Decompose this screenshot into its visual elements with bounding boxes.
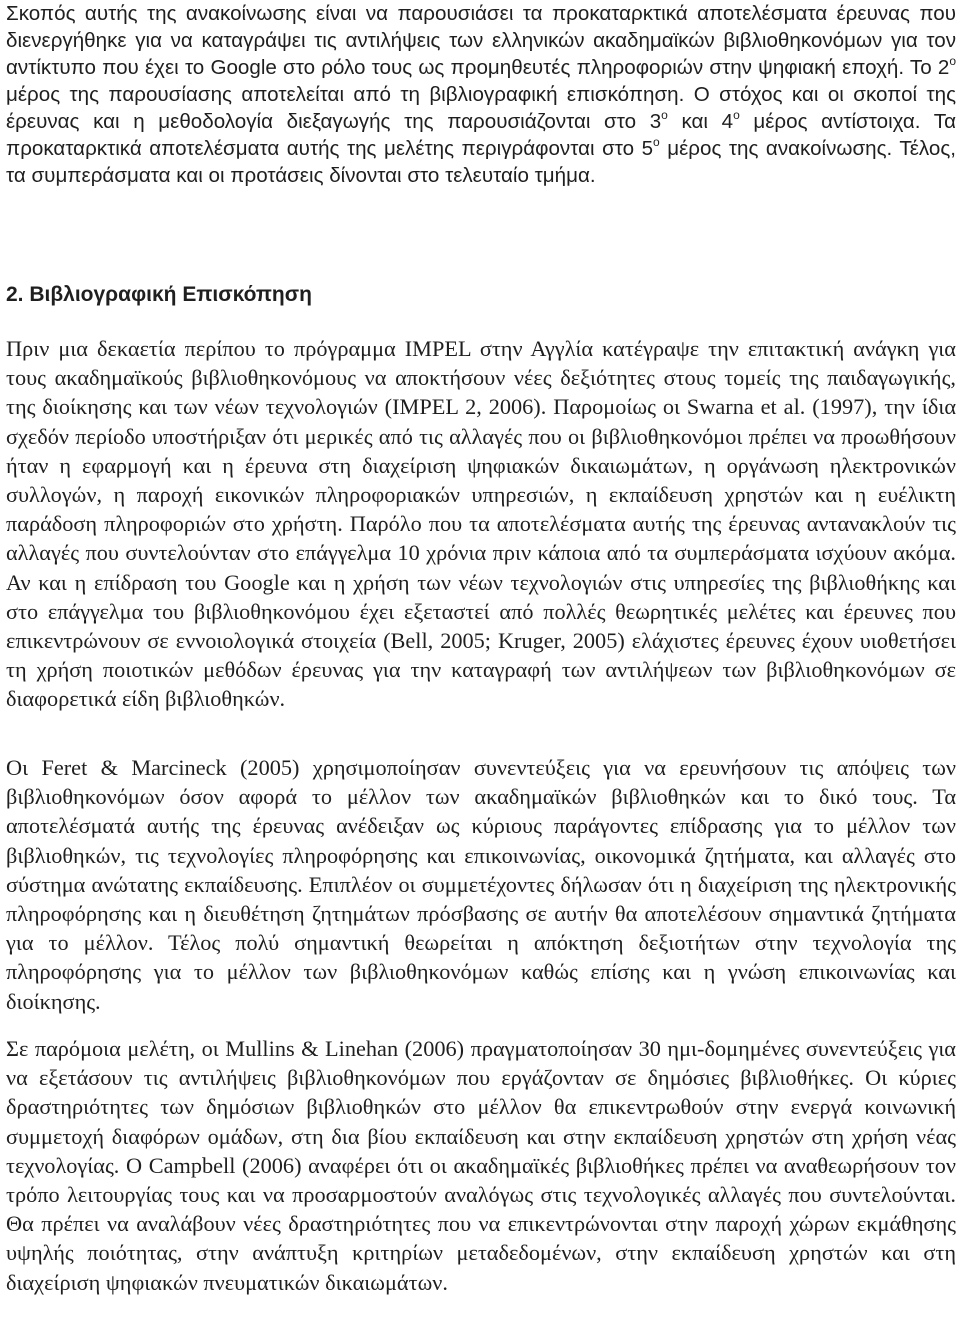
body-paragraph-1: Πριν μια δεκαετία περίπου το πρόγραμμα IMPEL στην Αγγλία κατέγραψε την επιτακτική ανάγκη για τους ακαδημαϊκούς βιβλιοθηκονόμους να αποκτήσουν νέες δεξιότητες στους τομείς της παιδαγωγικής, της διοίκησης και των νέων τεχνολογιών (IMPEL 2, 2006). Παρομοίως οι Swarna et al. (1997), την ίδια σχεδόν περίοδο υποστήριξαν ότι μερικές από τις αλλαγές που οι βιβλιοθηκονόμοι πρέπει να προωθήσουν ήταν η εφαρμογή και η έρευνα στη διαχείριση ψηφιακών δικαιωμάτων, η οργάνωση ηλεκτρονικών συλλογών, η παροχή εικονικών πληροφοριακών υπηρεσιών, η εκπαίδευση χρηστών και η ευέλικτη παράδοση πληροφοριών στο χρήστη. Παρόλο που τα αποτελέσματα αυτής της έρευνας αντανακλούν τις αλλαγές που συντελούνταν στο επάγγελμα 10 χρόνια πριν κάποια από τα συμπεράσματα ισχύουν ακόμα. Αν και η επίδραση του Google και η χρήση των νέων τεχνολογιών στις υπηρεσίες της βιβλιοθήκης και στο επάγγελμα του βιβλιοθηκονόμου έχει εξεταστεί από πολλές θεωρητικές μελέτες και έρευνες που επικεντρώνουν σε εννοιολογικά στοιχεία (Bell, 2005; Kruger, 2005) ελάχιστες έρευνες έχουν υιοθετήσει τη χρήση ποιοτικών μεθόδων έρευνας για την καταγραφή των αντιλήψεων των βιβλιοθηκονόμων σε διαφορετικά είδη βιβλιοθηκών. [6, 336, 956, 712]
intro-text-5: μέρος της ανακοίνωσης. Τέλος, τα συμπεράσματα και οι προτάσεις δίνονται στο τελευταίο τμήμα. [6, 137, 956, 187]
intro-text-3: και 4 [667, 110, 734, 133]
ordinal-superscript: ο [949, 54, 956, 68]
intro-text-1: Σκοπός αυτής της ανακοίνωσης είναι να παρουσιάσει τα προκαταρκτικά αποτελέσματα έρευνας που διενεργήθηκε για να καταγράψει τις αντιλήψεις των ελληνικών ακαδημαϊκών βιβλιοθηκονόμων για τον αντίκτυπο που έχει το Google στο ρόλο τους ως προμηθευτές πληροφοριών στην ψηφιακή εποχή. Το 2 [6, 2, 956, 79]
ordinal-superscript: ο [653, 135, 660, 149]
intro-text-2: μέρος της παρουσίασης αποτελείται από τη βιβλιογραφική επισκόπηση. Ο στόχος και οι σκοποί της έρευνας και η μεθοδολογία διεξαγωγής της παρουσιάζονται στο 3 [6, 83, 956, 133]
ordinal-superscript: ο [661, 108, 668, 122]
body-paragraph-3: Σε παρόμοια μελέτη, οι Mullins & Linehan (2006) πραγματοποίησαν 30 ημι-δομημένες συνεντεύξεις για να εξετάσουν τις αντιλήψεις βιβλιοθηκονόμων που εργάζονταν σε δημόσιες βιβλιοθήκες. Οι κύριες δραστηριότητες των δημόσιων βιβλιοθηκών στο μέλλον θα επικεντρωθούν στην ενεργά κοινωνική συμμετοχή διαφόρων ομάδων, στη δια βίου εκπαίδευση και στην εκπαίδευση χρηστών στη χρήση νέας τεχνολογίας. Ο Campbell (2006) αναφέρει ότι οι ακαδημαϊκές βιβλιοθήκες πρέπει να αναθεωρήσουν τον τρόπο λειτουργίας τους και να προσαρμοστούν αναλόγως στις τεχνολογικές αλλαγές που συντελούνται. Θα πρέπει να αναλάβουν νέες δραστηριότητες που να επικεντρώνονται στην παροχή χώρων εκμάθησης υψηλής ποιότητας, στην ανάπτυξη κριτηρίων μεταδεδομένων, στην εκπαίδευση χρηστών και στη διαχείριση ψηφιακών πνευματικών δικαιωμάτων. [6, 1036, 956, 1295]
intro-text-4: μέρος αντίστοιχα. Τα προκαταρκτικά αποτελέσματα αυτής της μελέτης περιγράφονται στο 5 [6, 110, 956, 160]
section-heading: 2. Βιβλιογραφική Επισκόπηση [6, 283, 312, 306]
ordinal-superscript: ο [733, 108, 740, 122]
intro-paragraph [6, 0, 956, 189]
body-paragraph-2: Οι Feret & Marcineck (2005) χρησιμοποίησαν συνεντεύξεις για να ερευνήσουν τις απόψεις των βιβλιοθηκονόμων όσον αφορά το μέλλον των ακαδημαϊκών βιβλιοθηκών και το δικό τους. Τα αποτελέσματά αυτής της έρευνας ανέδειξαν ως κύριους παράγοντες επίδρασης για το μέλλον των βιβλιοθηκών, τις τεχνολογίες πληροφόρησης και επικοινωνίας, οικονομικά ζητήματα, και αλλαγές στο σύστημα ανώτατης εκπαίδευσης. Επιπλέον οι συμμετέχοντες δήλωσαν ότι η διαχείριση της ηλεκτρονικής πληροφόρησης και η διευθέτηση ζητημάτων πρόσβασης σε αυτήν θα αποτελέσουν σημαντικά ζητήματα για το μέλλον. Τέλος πολύ σημαντική θεωρείται η απόκτηση δεξιοτήτων στην τεχνολογία της πληροφόρησης για το μέλλον των βιβλιοθηκονόμων καθώς επίσης και η γνώση επικοινωνίας και διοίκησης. [6, 755, 956, 1014]
